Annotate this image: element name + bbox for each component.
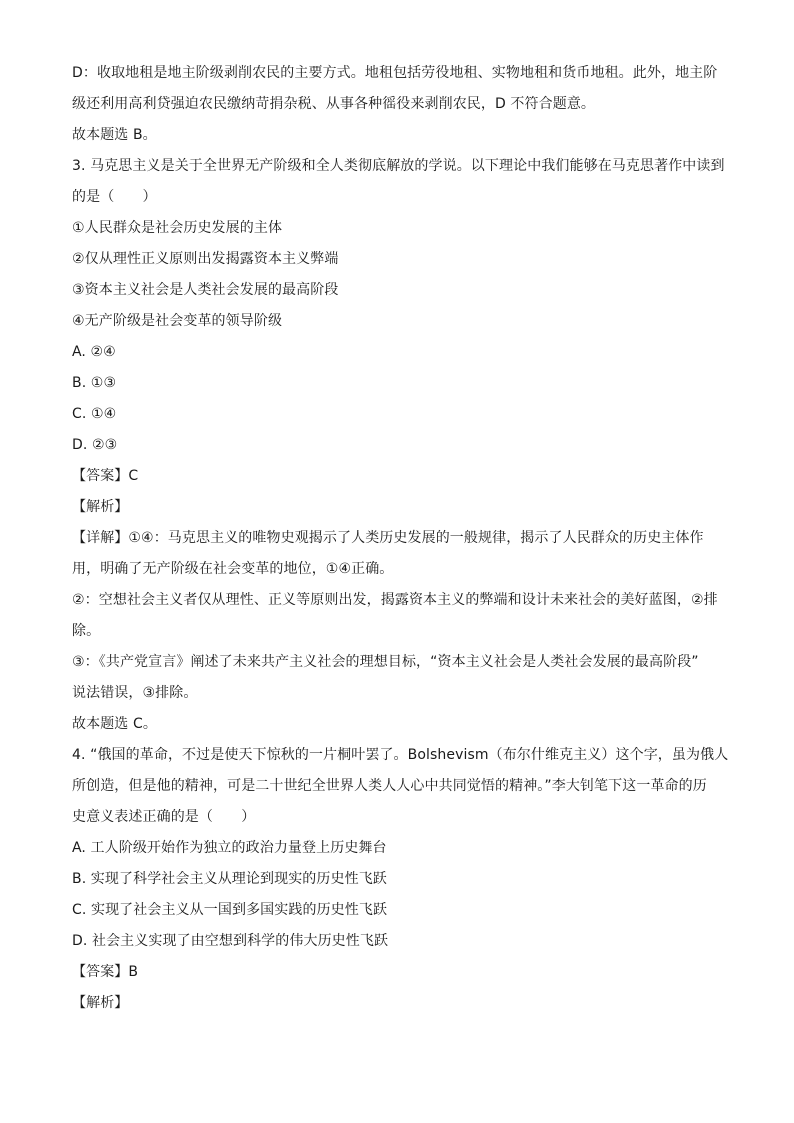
statement-4: ④无产阶级是社会变革的领导阶级 [72,313,283,329]
explanation-line: 【详解】①④：马克思主义的唯物史观揭示了人类历史发展的一般规律，揭示了人民群众的历史主体作 [72,530,704,546]
option-a: A. ②④ [72,344,116,360]
analysis-label: 【解析】 [72,499,129,515]
statement-2: ②仅从理性正义原则出发揭露资本主义弊端 [72,251,339,267]
conclusion-line: 故本题选 C。 [72,716,157,732]
question-3-stem-cont: 的是（ ） [72,189,157,205]
explanation-line: 除。 [72,623,101,639]
option-b: B. 实现了科学社会主义从理论到现实的历史性飞跃 [72,871,387,887]
question-4-stem-cont: 所创造，但是他的精神，可是二十世纪全世界人类人人心中共同觉悟的精神。”李大钊笔下这一革命的历 [72,778,707,794]
option-b: B. ①③ [72,375,117,391]
explanation-line: 用，明确了无产阶级在社会变革的地位，①④正确。 [72,561,394,577]
statement-3: ③资本主义社会是人类社会发展的最高阶段 [72,282,339,298]
text-line: 级还利用高利贷强迫农民缴纳苛捐杂税、从事各种徭役来剥削农民，D 不符合题意。 [72,96,596,112]
text-line: 故本题选 B。 [72,127,157,143]
explanation-line: 说法错误，③排除。 [72,685,198,701]
question-4-stem-cont: 史意义表述正确的是（ ） [72,809,256,825]
statement-1: ①人民群众是社会历史发展的主体 [72,220,283,236]
explanation-line: ②：空想社会主义者仅从理性、正义等原则出发，揭露资本主义的弊端和设计未来社会的美好蓝图，②排 [72,592,718,608]
option-c: C. 实现了社会主义从一国到多国实践的历史性飞跃 [72,902,388,918]
option-d: D. 社会主义实现了由空想到科学的伟大历史性飞跃 [72,933,389,949]
answer-label: 【答案】B [72,964,139,980]
document-page [72,58,729,1019]
option-a: A. 工人阶级开始作为独立的政治力量登上历史舞台 [72,840,387,856]
option-d: D. ②③ [72,437,118,453]
question-3-stem: 3. 马克思主义是关于全世界无产阶级和全人类彻底解放的学说。以下理论中我们能够在马克思著作中读到 [72,158,725,174]
answer-label: 【答案】C [72,468,139,484]
option-c: C. ①④ [72,406,117,422]
explanation-line: ③：《共产党宣言》阐述了未来共产主义社会的理想目标，“资本主义社会是人类社会发展的最高阶段” [72,654,699,670]
analysis-label: 【解析】 [72,995,129,1011]
text-line: D：收取地租是地主阶级剥削农民的主要方式。地租包括劳役地租、实物地租和货币地租。此外，地主阶 [72,65,718,81]
question-4-stem: 4. “俄国的革命，不过是使天下惊秋的一片桐叶罢了。Bolshevism（布尔什维克主义）这个字，虽为俄人 [72,747,729,763]
